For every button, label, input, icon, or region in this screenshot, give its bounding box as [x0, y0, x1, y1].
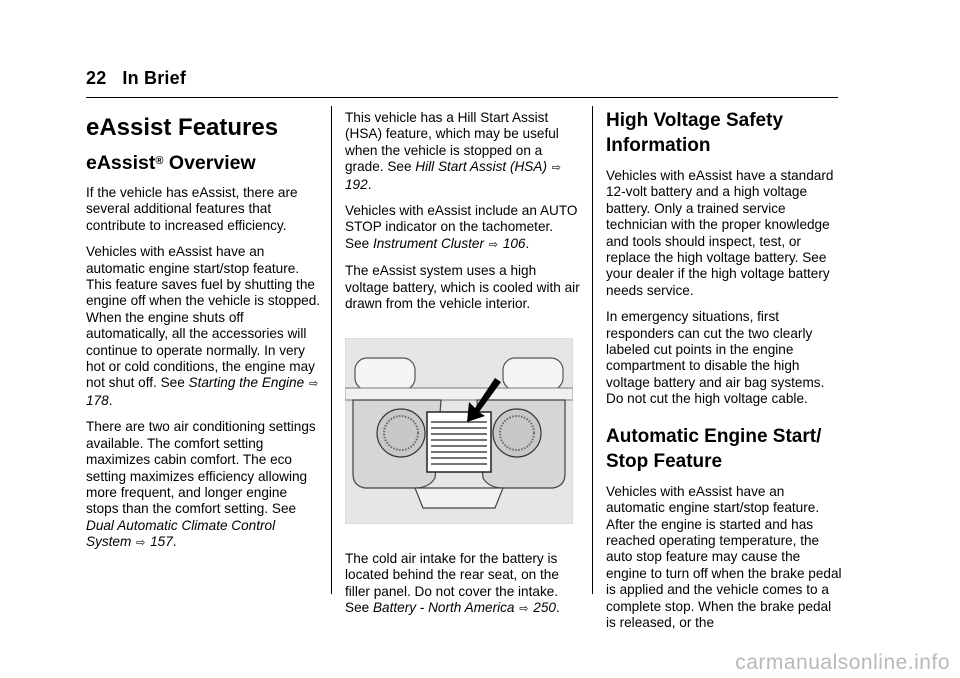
battery-air-intake-illustration: [345, 338, 573, 524]
page-title: eAssist Features: [86, 114, 279, 141]
paragraph: In emergency situations, first responders can cut the two clearly labeled cut points in the engine compartment to disable the high voltage battery and air bag systems. Do not cut the high voltage cable.: [606, 309, 825, 407]
paragraph: Vehicles with eAssist have an automatic engine start/stop feature. This feature saves fuel by shutting the engine off when the vehicle is stopped. When the engine shuts off automatically, all the accessories will continue to operate normally. In very hot or cold conditions, the engine may not shut off. See Starting the Engine ⇨ 178.: [86, 244, 321, 408]
cross-reference-link[interactable]: Starting the Engine ⇨ 178: [86, 375, 319, 408]
paragraph: This vehicle has a Hill Start Assist (HSA) feature, which may be useful when the vehicle is stopped on a grade. See Hill Start Assist (HSA) ⇨ 192.: [345, 110, 561, 192]
section-heading: High Voltage Safety Information: [606, 110, 784, 156]
cross-reference-link[interactable]: Instrument Cluster ⇨ 106: [372, 235, 526, 251]
column-divider: [331, 106, 332, 594]
header-rule: [86, 97, 838, 98]
section-heading: Automatic Engine Start/ Stop Feature: [606, 425, 822, 472]
page-number: 22: [86, 68, 107, 88]
paragraph: There are two air conditioning settings available. The comfort setting maximizes cabin comfort. The eco setting maximizes efficiency allowing more frequent, and longer engine stops than the comfort setting. See Dual Automatic Climate Control System ⇨ 157.: [86, 419, 316, 550]
cross-reference-link[interactable]: Hill Start Assist (HSA) ⇨ 192: [345, 159, 561, 192]
paragraph: Vehicles with eAssist have an automatic engine start/stop feature. After the engine is started and has reached operating temperature, the auto stop feature may cause the engine to turn off when the brake pedal is applied and the vehicle comes to a complete stop. When the brake pedal is released, or the: [606, 483, 842, 630]
paragraph: Vehicles with eAssist include an AUTO STOP indicator on the tachometer. See Instrument Cluster ⇨ 106.: [345, 203, 578, 251]
page-reference-arrow-icon: ⇨: [488, 238, 499, 251]
column-2: [345, 110, 581, 628]
cross-reference-link[interactable]: Battery - North America ⇨ 250: [372, 600, 556, 616]
paragraph: The cold air intake for the battery is located behind the rear seat, on the filler panel. Do not cover the intake. See Battery - North America ⇨ 250.: [345, 550, 560, 616]
column-divider: [592, 106, 593, 594]
paragraph: If the vehicle has eAssist, there are several additional features that contribute to increased efficiency.: [86, 185, 298, 233]
cross-reference-link[interactable]: Dual Automatic Climate Control System ⇨ 157: [86, 517, 276, 550]
registered-mark: ®: [155, 155, 164, 167]
paragraph: The eAssist system uses a high voltage battery, which is cooled with air drawn from the vehicle interior.: [345, 263, 580, 312]
watermark: carmanualsonline.info: [735, 651, 950, 674]
section-title: In Brief: [122, 68, 187, 88]
column-1: [86, 104, 322, 562]
page-reference-arrow-icon: ⇨: [136, 537, 146, 550]
page-reference-arrow-icon: ⇨: [551, 162, 561, 175]
page-reference-arrow-icon: ⇨: [308, 378, 319, 391]
page-header: [86, 68, 186, 89]
page-reference-arrow-icon: ⇨: [519, 603, 529, 616]
overview-heading: eAssist® Overview: [86, 152, 256, 174]
paragraph: Vehicles with eAssist have a standard 12-volt battery and a high voltage battery. Only a trained service technician with the proper knowledge and tools should inspect, test, or replace the high voltage battery. See your dealer if the high voltage battery needs service.: [606, 168, 834, 298]
column-3: [606, 108, 842, 641]
